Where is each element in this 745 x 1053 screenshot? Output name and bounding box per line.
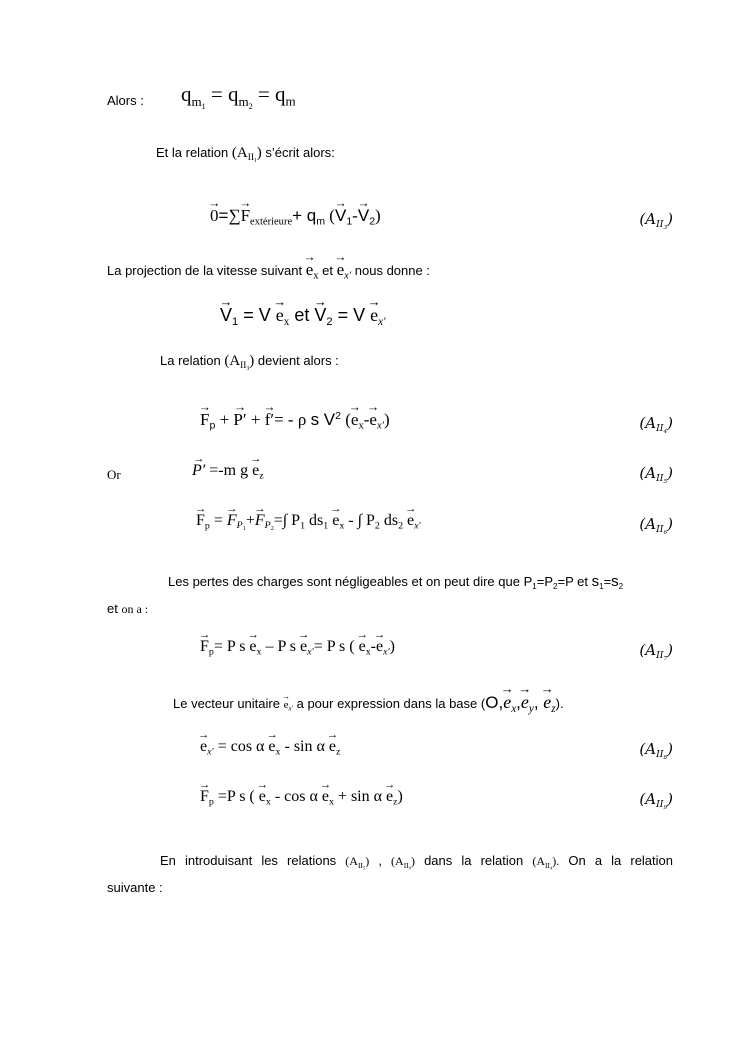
equation-a9: → $F_p =P$ s ( → $e_x - \cos \alpha \to e_x + \sin \alpha \to e_z$)	[200, 788, 403, 806]
line-relation-a3: La relation $(A_{II_3})$ devient alors :	[160, 353, 339, 373]
equation-a8: → $e_{x'} = \cos \alpha \to e_x - \sin \alpha \to e_z$	[200, 738, 340, 756]
equation-a7: → $F_p= P$ $s \to e_x - P$ $s \to e_{x'}= P$ s ( → $e_x-\to e_{x'}$)	[200, 638, 395, 656]
or-label: Or	[107, 467, 121, 482]
equation-velocities: → $V_1 = V \to e_x$ et → $V_2 = V \to e_{x'}$	[220, 305, 386, 326]
line-or	[107, 467, 121, 483]
line-projection: La projection de la vitesse suivant → $e_x$ et → $e_{x'}$ nous donne :	[107, 260, 430, 280]
equation-number-a8: $(A_{II_8})$	[639, 740, 673, 762]
line-relation-a1: Et la relation $(A_{II_1})$ s’écrit alors:	[156, 145, 335, 165]
equation-a4: → $F_p$ + → P′ + → f′= - ρ s $V^2$ (→ $e_x-\to e_{x'}$)	[200, 410, 390, 430]
equation-number-a7: $(A_{II_7})$	[639, 641, 673, 663]
equation-number-a6: $(A_{II_6})$	[639, 515, 673, 537]
equation-a5: → P′ =-m $g \to e_z$	[192, 462, 264, 480]
equation-a3: → $0=\sum\to F_{extérieure}+ q_m$ (→ $V_1-\to V_2$)	[210, 206, 381, 226]
equation-qm: $q_{m_1} = q_{m_2} = q_m$	[181, 82, 296, 111]
line-alors	[107, 82, 296, 111]
equation-number-a5: $(A_{II_5})$	[639, 464, 673, 486]
alors-label: Alors :	[107, 93, 144, 108]
equation-number-a9: $(A_{II_9})$	[639, 790, 673, 812]
equation-number-a3: $(A_{II_3})$	[639, 210, 673, 232]
equation-number-a4: $(A_{II_4})$	[639, 414, 673, 436]
line-vecteur-unitaire: Le vecteur unitaire → $e_{x'}$ a pour expression dans la base ($O,\to e_x,\to e_y$, → $e_z$).	[173, 692, 564, 713]
paragraph-introduisant: En introduisant les relations $(A_{II_5})$ , $(A_{II_9})$ dans la relation $(A_{II_4})$. On a la relation	[160, 853, 673, 871]
line-et-on-a: et on a :	[107, 601, 149, 616]
line-pertes: Les pertes des charges sont négligeables et on peut dire que $P_1=P_2=P$ et $s_1=s_2$	[168, 573, 624, 591]
equation-a6: → $F_p$ = → $F_{P_1}+\to F_{P_2}=\int$ $P_1$ $ds_1 \to e_x$ - ∫ $P_2$ $ds_2 \to e_{x'}$	[196, 512, 421, 530]
relation-ref: $(A_{II_1})$	[231, 145, 262, 165]
line-suivante: suivante :	[107, 880, 163, 895]
